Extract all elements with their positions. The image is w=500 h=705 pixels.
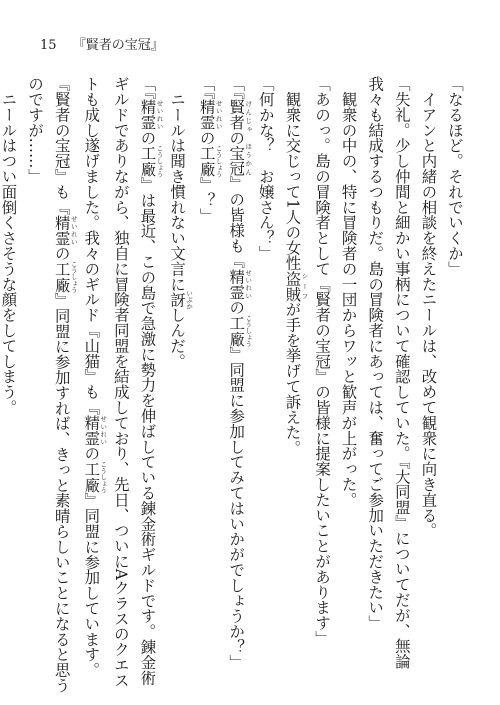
ruby-base: 精霊 xyxy=(52,214,71,246)
ruby-reading: せいれい xyxy=(214,99,223,130)
text-line xyxy=(252,76,279,676)
text-line xyxy=(279,76,309,676)
text-line xyxy=(0,76,22,676)
text-segment: 「『 xyxy=(138,76,157,100)
text-segment: 』同盟に参加すれば、きっと素晴らしいことになると思う xyxy=(52,292,71,693)
text-segment: 』は最近、この島で急激に勢力を伸ばしている錬金術ギルドです。錬金術 xyxy=(138,176,157,686)
text-segment: 』同盟に参加してみてはいかがでしょうか？」 xyxy=(227,346,246,670)
furigana-word xyxy=(227,268,253,300)
text-line xyxy=(388,76,415,676)
ruby-base: 賢者の宝冠 xyxy=(227,99,246,177)
ruby-reading: こうしょう xyxy=(244,314,253,347)
ruby-base: 精霊 xyxy=(138,99,157,130)
text-line xyxy=(22,76,49,676)
ruby-reading: せいれい xyxy=(244,268,253,300)
text-segment: ニールはつい面倒くさそうな顔をしてしまう。 xyxy=(0,76,18,415)
ruby-reading: せいれい xyxy=(155,99,164,130)
text-segment: の xyxy=(197,129,216,146)
ruby-base: 訝 xyxy=(168,289,187,310)
furigana-word xyxy=(138,99,164,130)
text-segment: が手を挙げて訴えた。 xyxy=(283,301,302,456)
furigana-word xyxy=(52,260,78,293)
ruby-base: 精霊 xyxy=(82,414,101,446)
running-title: 『賢者の宝冠』 xyxy=(72,38,164,53)
text-line xyxy=(223,76,253,676)
furigana-word xyxy=(82,460,108,494)
text-segment: トも成し遂げました。我々のギルド『山猫』も『 xyxy=(82,76,101,415)
text-segment: 「『 xyxy=(227,76,246,100)
text-segment: 観衆に交じって1人の女性 xyxy=(283,76,302,271)
ruby-reading: こうしょう xyxy=(69,260,78,293)
furigana-word xyxy=(52,214,78,246)
ruby-reading: せいれい xyxy=(69,214,78,246)
furigana-word xyxy=(197,144,223,178)
furigana-word xyxy=(138,144,164,178)
text-line xyxy=(362,76,389,676)
text-line xyxy=(134,76,164,686)
text-line xyxy=(335,76,362,676)
running-header xyxy=(40,34,164,53)
ruby-base: 工廠 xyxy=(82,460,101,494)
text-segment: 「なるほど。それでいくか」 xyxy=(446,76,464,277)
furigana-word xyxy=(283,270,309,302)
ruby-reading: せいれい xyxy=(99,414,108,446)
text-line xyxy=(163,76,193,676)
ruby-reading: こうしょう xyxy=(155,144,164,178)
furigana-word xyxy=(227,99,253,177)
furigana-word xyxy=(227,314,253,347)
text-segment: 』同盟に参加しています。 xyxy=(82,492,101,678)
text-segment: ニールは聞き慣れない文言に xyxy=(168,76,187,292)
ruby-reading: こうしょう xyxy=(214,144,223,178)
vertical-body-text xyxy=(0,76,468,693)
ruby-reading: シーフ xyxy=(300,270,309,302)
ruby-base: 工廠 xyxy=(52,260,71,293)
ruby-base: 精霊 xyxy=(227,268,246,300)
text-segment: の xyxy=(138,129,157,146)
text-segment: の xyxy=(227,299,246,315)
text-segment: ギルドでありながら、独自に冒険者同盟を結成しており、先日、ついにAクラスのクエス xyxy=(111,76,130,688)
text-segment: のですが……」 xyxy=(26,76,45,184)
text-segment: しんだ。 xyxy=(168,307,187,369)
text-segment: の xyxy=(82,445,101,462)
ruby-reading: こうしょう xyxy=(99,460,108,494)
text-segment: 「『 xyxy=(197,76,216,100)
ruby-base: 工廠 xyxy=(227,314,246,347)
ruby-reading: けんじゃ ほうかん xyxy=(244,99,253,177)
text-segment: 』？」 xyxy=(197,176,216,224)
text-line xyxy=(48,76,78,693)
furigana-word xyxy=(168,289,194,310)
ruby-reading: いぶか xyxy=(185,289,194,310)
text-segment: 『賢者の宝冠』も『 xyxy=(52,76,71,215)
ruby-base: 盗賊 xyxy=(283,270,302,302)
text-line xyxy=(193,76,223,676)
text-line xyxy=(107,76,134,688)
text-segment: 』の皆様も『 xyxy=(227,176,246,269)
text-segment: イアンと内緒の相談を終えたニールは、改めて観衆に向き直る。 xyxy=(419,76,438,538)
text-segment: 「何かな？ お嬢さん？」 xyxy=(256,76,275,261)
text-segment: 観衆の中の、特に冒険者の一団からワッと歓声が上がった。 xyxy=(339,76,358,508)
text-segment: の xyxy=(52,245,71,261)
text-line xyxy=(308,76,335,676)
text-line xyxy=(415,76,442,676)
ruby-base: 工廠 xyxy=(197,144,216,178)
text-segment: 「あのっ。島の冒険者として『賢者の宝冠』の皆様に提案したいことがあります」 xyxy=(313,76,332,646)
text-segment: 「失礼。少し仲間と細かい事柄について確認していた。『大同盟』についてだが、無論 xyxy=(392,76,411,669)
furigana-word xyxy=(82,414,108,446)
furigana-word xyxy=(197,99,223,130)
ruby-base: 工廠 xyxy=(138,144,157,178)
text-line xyxy=(78,76,108,676)
text-segment: 我々も結成するつもりだ。島の冒険者にあっては、奮ってご参加いただきたい」 xyxy=(366,76,385,631)
text-line xyxy=(441,76,468,676)
ruby-base: 精霊 xyxy=(197,99,216,130)
page-number: 15 xyxy=(40,38,57,53)
